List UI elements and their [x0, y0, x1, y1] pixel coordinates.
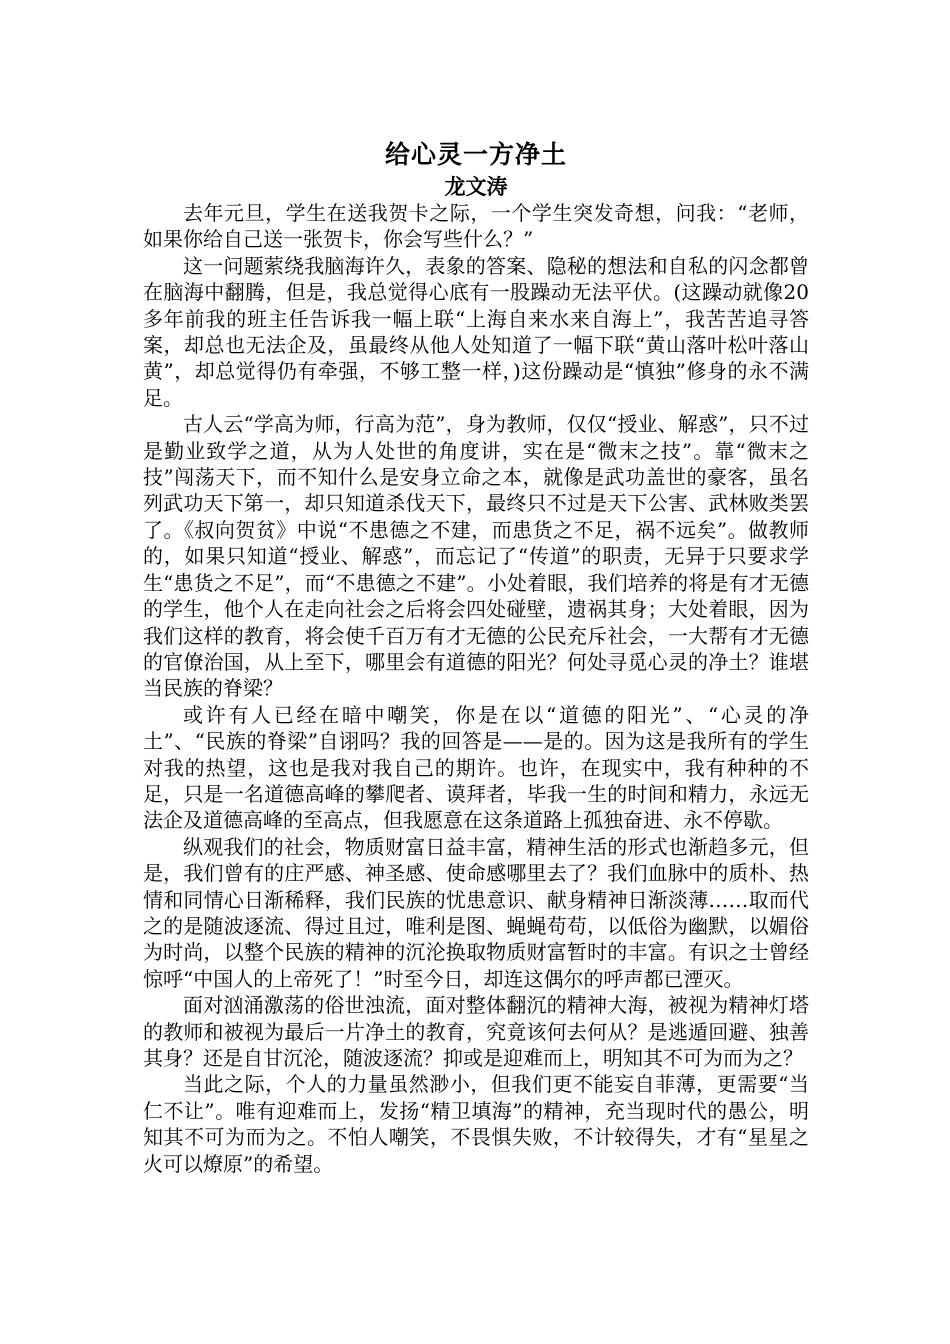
- paragraph-3: 古人云“学高为师，行高为范”，身为教师，仅仅“授业、解惑”，只不过是勤业致学之道，从为人处世的角度讲，实在是“微末之技”。靠“微末之技”闯荡天下，而不知什么是安身立命之本，就像是武功盖世的豪客，虽名列武功天下第一，却只知道杀伐天下，最终只不过是天下公害、武林败类罢了。《叔向贺贫》中说“不患德之不建，而患货之不足，祸不远矣”。做教师的，如果只知道“授业、解惑”，而忘记了“传道”的职责，无异于只要求学生“患货之不足”，而“不患德之不建”。小处着眼，我们培养的将是有才无德的学生，他个人在走向社会之后将会四处碰壁，遗祸其身；大处着眼，因为我们这样的教育，将会使千百万有才无德的公民充斥社会，一大帮有才无德的官僚治国，从上至下，哪里会有道德的阳光？何处寻觅心灵的净土？谁堪当民族的脊梁？: [143, 412, 809, 701]
- article-body: [143, 126, 809, 1177]
- paragraph-7: 当此之际，个人的力量虽然渺小，但我们更不能妄自菲薄，更需要“当仁不让”。唯有迎难而上，发扬“精卫填海”的精神，充当现时代的愚公，明知其不可为而为之。不怕人嘲笑，不畏惧失败，不计较得失，才有“星星之火可以燎原”的希望。: [143, 1072, 809, 1176]
- paragraph-1: 去年元旦，学生在送我贺卡之际，一个学生突发奇想，问我：“老师，如果你给自己送一张贺卡，你会写些什么？”: [143, 201, 809, 252]
- paragraph-2: 这一问题萦绕我脑海许久，表象的答案、隐秘的想法和自私的闪念都曾在脑海中翻腾，但是，我总觉得心底有一股躁动无法平伏。(这躁动就像20多年前我的班主任告诉我一幅上联“上海自来水来自海上”，我苦苦追寻答案，却总也无法企及，虽最终从他人处知道了一幅下联“黄山落叶松叶落山黄”，却总觉得仍有牵强，不够工整一样，)这份躁动是“慎独”修身的永不满足。: [143, 253, 809, 410]
- paragraph-4: 或许有人已经在暗中嘲笑，你是在以“道德的阳光”、“心灵的净土”、“民族的脊梁”自诩吗？我的回答是——是的。因为这是我所有的学生对我的热望，这也是我对我自己的期许。也许，在现实中，我有种种的不足，只是一名道德高峰的攀爬者、谟拜者，毕我一生的时间和精力，永远无法企及道德高峰的至高点，但我愿意在这条道路上孤独奋进、永不停歇。: [143, 702, 809, 833]
- article-author: 龙文涛: [444, 174, 508, 199]
- article-title: 给心灵一方净土: [384, 140, 567, 169]
- paragraph-5: 纵观我们的社会，物质财富日益丰富，精神生活的形式也渐趋多元，但是，我们曾有的庄严感、神圣感、使命感哪里去了？我们血脉中的质朴、热情和同情心日渐稀释，我们民族的忧患意识、献身精神日渐淡薄……取而代之的是随波逐流、得过且过，唯利是图、蝇蝇苟苟，以低俗为幽默，以媚俗为时尚，以整个民族的精神的沉沦换取物质财富暂时的丰富。有识之士曾经惊呼“中国人的上帝死了！”时至今日，却连这偶尔的呼声都已湮灭。: [143, 834, 809, 991]
- paragraph-6: 面对汹涌激荡的俗世浊流，面对整体翻沉的精神大海，被视为精神灯塔的教师和被视为最后一片净土的教育，究竟该何去何从？是逃遁回避、独善其身？还是自甘沉沦，随波逐流？抑或是迎难而上，明知其不可为而为之？: [143, 993, 809, 1070]
